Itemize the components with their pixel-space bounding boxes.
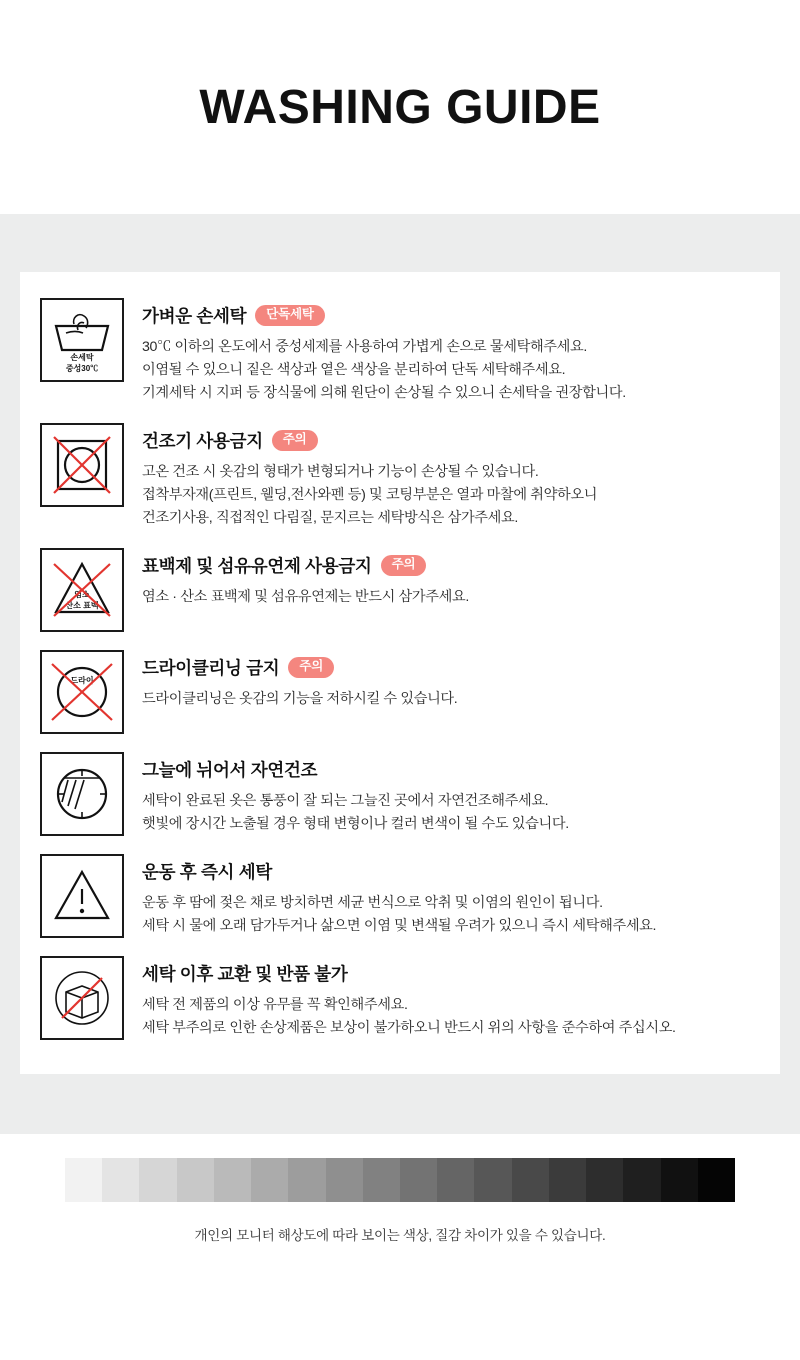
guide-row xyxy=(20,298,780,405)
guide-row-head xyxy=(142,655,758,680)
guide-row-text xyxy=(142,752,758,836)
hand-wash-icon-caption-1: 손세탁 xyxy=(70,353,94,362)
guide-row-head xyxy=(142,428,758,453)
page-header xyxy=(0,0,800,214)
guide-row-title: 건조기 사용금지 xyxy=(142,431,263,451)
guide-row-desc-line: 드라이클리닝은 옷감의 기능을 저하시킬 수 있습니다. xyxy=(142,691,458,707)
guide-card xyxy=(20,272,780,1074)
guide-row-text xyxy=(142,298,758,405)
guide-row-title: 표백제 및 섬유유연제 사용금지 xyxy=(142,556,372,576)
color-swatch xyxy=(661,1158,698,1202)
guide-row xyxy=(20,548,780,632)
guide-row-desc-line: 고온 건조 시 옷감의 형태가 변형되거나 기능이 손상될 수 있습니다. xyxy=(142,464,539,480)
guide-row-desc-line: 30℃ 이하의 온도에서 중성세제를 사용하여 가볍게 손으로 물세탁해주세요. xyxy=(142,339,587,355)
warning-triangle-icon xyxy=(40,854,124,938)
guide-band xyxy=(0,214,800,1134)
guide-row-desc-line: 햇빛에 장시간 노출될 경우 형태 변형이나 컬러 변색이 될 수도 있습니다. xyxy=(142,816,569,832)
guide-row-text xyxy=(142,956,758,1040)
guide-row-title: 가벼운 손세탁 xyxy=(142,306,247,326)
color-swatch xyxy=(512,1158,549,1202)
guide-row-head xyxy=(142,553,758,578)
color-swatch xyxy=(288,1158,325,1202)
no-bleach-icon xyxy=(40,548,124,632)
guide-row-title: 그늘에 뉘어서 자연건조 xyxy=(142,760,318,780)
color-swatch xyxy=(177,1158,214,1202)
color-swatch xyxy=(623,1158,660,1202)
guide-row-head xyxy=(142,303,758,328)
color-swatch xyxy=(474,1158,511,1202)
no-return-box-icon xyxy=(40,956,124,1040)
guide-row-desc xyxy=(142,790,758,836)
status-badge: 주의 xyxy=(288,657,334,678)
guide-row-head xyxy=(142,757,758,782)
color-swatch xyxy=(549,1158,586,1202)
guide-row xyxy=(20,650,780,734)
guide-row-desc-line: 운동 후 땀에 젖은 채로 방치하면 세균 번식으로 악취 및 이염의 원인이 됩니다. xyxy=(142,895,603,911)
color-swatch xyxy=(698,1158,735,1202)
guide-row-text xyxy=(142,548,758,609)
color-swatch xyxy=(214,1158,251,1202)
color-swatch xyxy=(586,1158,623,1202)
guide-row-desc xyxy=(142,688,758,711)
page-footer xyxy=(0,1134,800,1270)
color-swatch xyxy=(363,1158,400,1202)
guide-row-desc-line: 접착부자재(프린트, 웰딩,전사와펜 등) 및 코팅부분은 열과 마찰에 취약하오니 xyxy=(142,487,598,503)
color-swatch xyxy=(139,1158,176,1202)
hand-wash-icon xyxy=(40,298,124,382)
guide-row xyxy=(20,854,780,938)
guide-row xyxy=(20,752,780,836)
guide-row-title: 세탁 이후 교환 및 반품 불가 xyxy=(142,964,348,984)
guide-row xyxy=(20,423,780,530)
guide-row-text xyxy=(142,423,758,530)
no-bleach-icon-caption-1: 염소 xyxy=(74,590,90,599)
guide-row-desc xyxy=(142,994,758,1040)
guide-row-desc-line: 염소 · 산소 표백제 및 섬유유연제는 반드시 삼가주세요. xyxy=(142,589,469,605)
guide-row-desc xyxy=(142,461,758,530)
no-bleach-icon-caption-2: 산소 표백 xyxy=(65,601,99,610)
guide-row-desc xyxy=(142,586,758,609)
no-tumble-dry-icon xyxy=(40,423,124,507)
guide-row-title: 운동 후 즉시 세탁 xyxy=(142,862,272,882)
guide-row-head xyxy=(142,859,758,884)
hand-wash-icon-caption-2: 중성30℃ xyxy=(65,364,99,373)
page-title: WASHING GUIDE xyxy=(199,80,601,134)
guide-row-head xyxy=(142,961,758,986)
guide-row-text xyxy=(142,854,758,938)
shade-dry-icon xyxy=(40,752,124,836)
no-dry-clean-icon xyxy=(40,650,124,734)
color-swatch xyxy=(65,1158,102,1202)
guide-row-text xyxy=(142,650,758,711)
guide-row-desc-line: 세탁이 완료된 옷은 통풍이 잘 되는 그늘진 곳에서 자연건조해주세요. xyxy=(142,793,549,809)
color-swatch xyxy=(437,1158,474,1202)
guide-row-title: 드라이클리닝 금지 xyxy=(142,658,280,678)
guide-row-desc xyxy=(142,892,758,938)
guide-row xyxy=(20,956,780,1040)
status-badge: 주의 xyxy=(381,555,427,576)
color-swatch xyxy=(400,1158,437,1202)
color-swatch xyxy=(251,1158,288,1202)
no-dry-clean-icon-caption-1: 드라이 xyxy=(70,676,94,685)
guide-row-desc-line: 건조기사용, 직접적인 다림질, 문지르는 세탁방식은 삼가주세요. xyxy=(142,510,518,526)
guide-row-desc-line: 기계세탁 시 지퍼 등 장식물에 의해 원단이 손상될 수 있으니 손세탁을 권장합니다. xyxy=(142,385,626,401)
color-swatch-strip xyxy=(65,1158,735,1202)
guide-row-desc-line: 세탁 전 제품의 이상 유무를 꼭 확인해주세요. xyxy=(142,997,408,1013)
guide-row-desc-line: 세탁 시 물에 오래 담가두거나 삶으면 이염 및 변색될 우려가 있으니 즉시 세탁해주세요. xyxy=(142,918,657,934)
guide-row-desc xyxy=(142,336,758,405)
color-swatch xyxy=(326,1158,363,1202)
guide-row-desc-line: 세탁 부주의로 인한 손상제품은 보상이 불가하오니 반드시 위의 사항을 준수하여 주십시오. xyxy=(142,1020,676,1036)
footer-note: 개인의 모니터 해상도에 따라 보이는 색상, 질감 차이가 있을 수 있습니다. xyxy=(194,1228,606,1243)
color-swatch xyxy=(102,1158,139,1202)
status-badge: 단독세탁 xyxy=(255,305,325,326)
status-badge: 주의 xyxy=(272,430,318,451)
guide-row-desc-line: 이염될 수 있으니 짙은 색상과 옅은 색상을 분리하여 단독 세탁해주세요. xyxy=(142,362,566,378)
